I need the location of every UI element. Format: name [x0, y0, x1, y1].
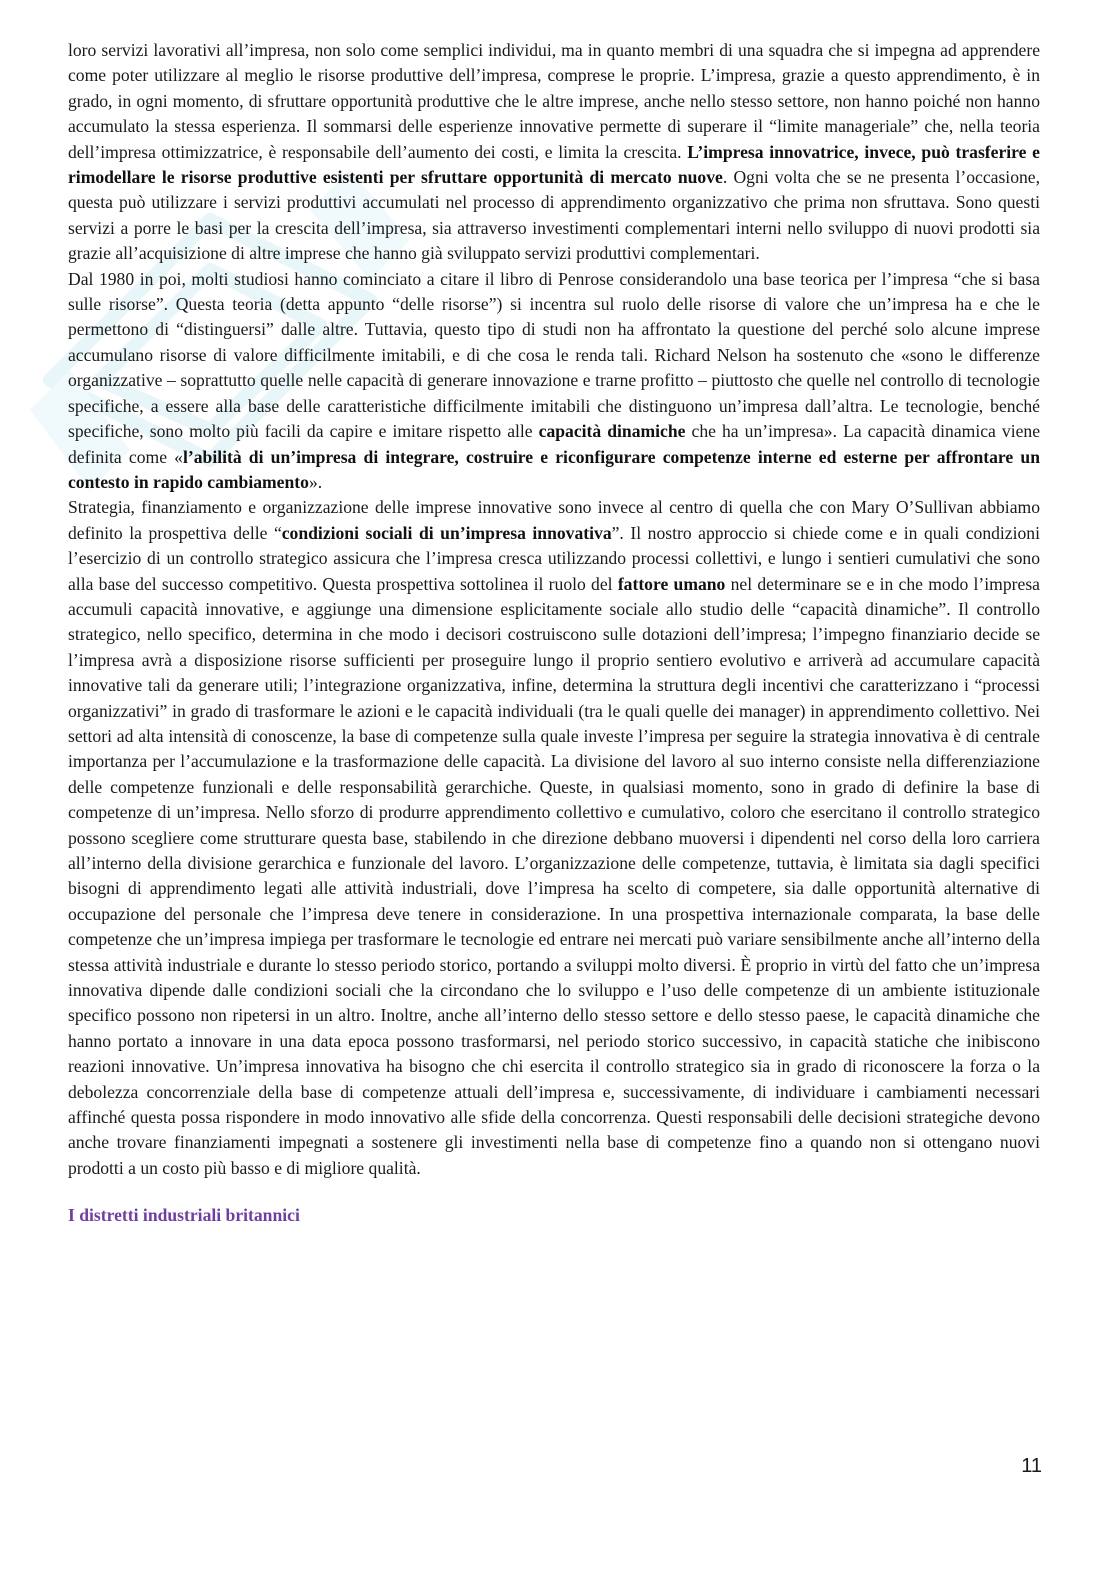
- text-run: Strategia, finanziamento e organizzazione delle imprese innovative sono invece al centro di quella che con Mary O’Sullivan abbiamo definito la prospettiva delle “: [68, 497, 1040, 543]
- bold-text: l’abilità di un’impresa di integrare, costruire e riconfigurare competenze interne ed esterne per affrontare un contesto in rapido cambiamento: [68, 446, 1040, 492]
- document-page: [68, 38, 1040, 1229]
- body-text: [68, 38, 1040, 1181]
- section-heading: I distretti industriali britannici: [68, 1205, 300, 1226]
- page-number: 11: [1021, 1455, 1042, 1477]
- paragraph: [68, 495, 1040, 1181]
- bold-text: condizioni sociali di un’impresa innovativa: [281, 522, 612, 543]
- text-run: che ha un’impresa». La capacità dinamica viene definita come «: [68, 421, 1040, 467]
- paragraph: [68, 38, 1040, 267]
- bold-text: fattore umano: [617, 573, 726, 594]
- text-run: ».: [308, 471, 323, 492]
- text-run: . Ogni volta che se ne presenta l’occasione, questa può utilizzare i servizi produttivi accumulati nel processo di apprendimento organizzativo che prima non sfruttava. Sono questi servizi a porre le basi per la crescita dell’impresa, sia attraverso investimenti complementari interni nello sviluppo di nuovi prodotti sia grazie all’acquisizione di altre imprese che hanno già sviluppato servizi produttivi complementari.: [68, 167, 1040, 264]
- bold-text: capacità dinamiche: [538, 421, 686, 442]
- bold-text: L’impresa innovatrice, invece, può trasferire e rimodellare le risorse produttive esistenti per sfruttare opportunità di mercato nuove: [68, 141, 1040, 188]
- paragraph: [68, 267, 1040, 496]
- text-run: Dal 1980 in poi, molti studiosi hanno cominciato a citare il libro di Penrose considerandolo una base teorica per l’impresa “che si basa sulle risorse”. Questa teoria (detta appunto “delle risorse”) si incentra sul ruolo delle risorse di valore che un’impresa ha e che le permettono di “distinguersi” dalle altre. Tuttavia, questo tipo di studi non ha affrontato la questione del perché solo alcune imprese accumulano risorse di valore difficilmente imitabili, e di che cosa le renda tali. Richard Nelson ha sostenuto che «sono le differenze organizzative – soprattutto quelle nelle capacità di generare innovazione e trarne profitto – piuttosto che quelle nel controllo di tecnologie specifiche, a essere alla base delle caratteristiche difficilmente imitabili che distinguono un’impresa dall’altra. Le tecnologie, benché specifiche, sono molto più facili da capire e imitare rispetto alle: [68, 268, 1040, 442]
- text-run: ”. Il nostro approccio si chiede come e in quali condizioni l’esercizio di un controllo strategico assicura che l’impresa cresca utilizzando processi collettivi, e lungo i sentieri cumulativi che sono alla base del successo competitivo. Questa prospettiva sottolinea il ruolo del: [68, 522, 1040, 594]
- text-run: nel determinare se e in che modo l’impresa accumuli capacità innovative, e aggiunge una dimensione esplicitamente sociale allo studio delle “capacità dinamiche”. Il controllo strategico, nello specifico, determina in che modo i decisori costruiscono sulle dotazioni dell’impresa; l’impegno finanziario decide se l’impresa avrà a disposizione risorse sufficienti per proseguire lungo il proprio sentiero evolutivo e arriverà ad accumulare capacità innovative tali da generare utili; l’integrazione organizzativa, infine, determina la struttura degli incentivi che caratterizzano i “processi organizzativi” in grado di trasformare le azioni e le capacità individuali (tra le quali quelle dei manager) in apprendimento collettivo. Nei settori ad alta intensità di conoscenze, la base di competenze sulla quale investe l’impresa per seguire la strategia innovativa è di centrale importanza per l’accumulazione e la trasformazione delle capacità. La divisione del lavoro al suo interno consiste nella differenziazione delle competenze funzionali e delle responsabilità gerarchiche. Queste, in qualsiasi momento, sono in grado di definire la base di competenze di un’impresa. Nello sforzo di produrre apprendimento collettivo e cumulativo, coloro che esercitano il controllo strategico possono scegliere come strutturare questa base, stabilendo in che direzione debbano muoversi i dipendenti nel corso della loro carriera all’interno della divisione gerarchica e funzionale del lavoro. L’organizzazione delle competenze, tuttavia, è limitata sia dagli specifici bisogni di apprendimento legati alle attività industriali, dove l’impresa ha scelto di competere, sia dalle opportunità alternative di occupazione del personale che l’impresa deve tenere in considerazione. In una prospettiva internazionale comparata, la base delle competenze che un’impresa impiega per trasformare le tecnologie ed entrare nei mercati può variare sensibilmente anche all’interno della stessa attività industriale e durante lo stesso periodo storico, portando a sviluppi molto diversi. È proprio in virtù del fatto che un’impresa innovativa dipende dalle condizioni sociali che la circondano che lo sviluppo e l’uso delle competenze di un ambiente istituzionale specifico possono non ripetersi in un altro. Inoltre, anche all’interno dello stesso settore e dello stesso paese, le capacità dinamiche che hanno portato a innovare in una data epoca possono trasformarsi, nel periodo storico successivo, in capacità statiche che inibiscono reazioni innovative. Un’impresa innovativa ha bisogno che chi esercita il controllo strategico sia in grado di riconoscere la forza o la debolezza concorrenziale della base di competenze attuali dell’impresa e, successivamente, di individuare i cambiamenti necessari affinché questa possa rispondere in modo innovativo alle sfide della concorrenza. Questi responsabili delle decisioni strategiche devono anche trovare finanziamenti impegnati a sostenere gli investimenti nella base di competenze fino a quando non si ottengano nuovi prodotti a un costo più basso e di migliore qualità.: [68, 573, 1040, 1178]
- text-run: loro servizi lavorativi all’impresa, non solo come semplici individui, ma in quanto membri di una squadra che si impegna ad apprendere come poter utilizzare al meglio le risorse produttive dell’impresa, comprese le proprie. L’impresa, grazie a questo apprendimento, è in grado, in ogni momento, di sfruttare opportunità produttive che le altre imprese, anche nello stesso settore, non hanno poiché non hanno accumulato la stessa esperienza. Il sommarsi delle esperienze innovative permette di superare il “limite manageriale” che, nella teoria dell’impresa ottimizzatrice, è responsabile dell’aumento dei costi, e limita la crescita.: [68, 40, 1040, 162]
